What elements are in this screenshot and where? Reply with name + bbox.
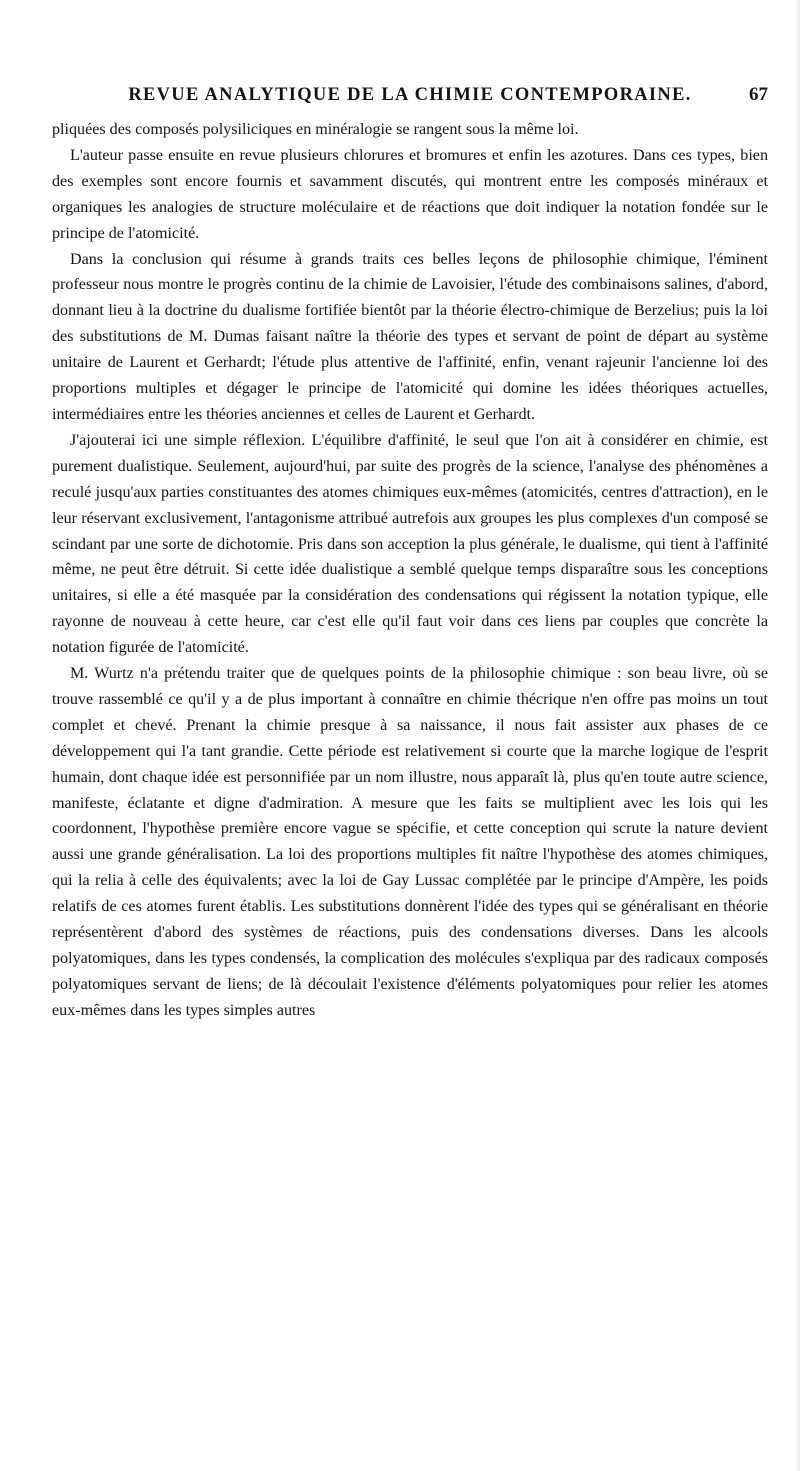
paragraph-conclusion: Dans la conclusion qui résume à grands traits ces belles leçons de philosophie chimique, l'éminent professeur nous montre le progrès continu de la chimie de Lavoisier, l'étude des combinaisons salines, d'abord, donnant lieu à la doctrine du dualisme fortifiée bientôt par la théorie électro-chimique de Berzelius; puis la loi des substitutions de M. Dumas faisant naître la théorie des types et servant de point de départ au système unitaire de Laurent et Gerhardt; l'étude plus attentive de l'affinité, enfin, venant rajeunir l'ancienne loi des proportions multiples et dégager le principe de l'atomicité qui domine les idées théoriques actuelles, intermédiaires entre les théories anciennes et celles de Laurent et Gerhardt.: [52, 250, 768, 423]
paragraph-continuation: pliquées des composés polysiliciques en minéralogie se rangent sous la même loi.: [52, 121, 579, 138]
paragraph-azotures: L'auteur passe ensuite en revue plusieurs chlorures et bromures et enfin les azotures. Dans ces types, bien des exemples sont encore fournis et savamment discutés, qui montrent entre les composés minéraux et organiques les analogies de structure moléculaire et de réactions que doit indiquer la notation fondée sur le principe de l'atomicité.: [52, 146, 768, 242]
running-title: REVUE ANALYTIQUE DE LA CHIMIE CONTEMPORAINE.: [128, 85, 692, 105]
paragraph-reflexion: J'ajouterai ici une simple réflexion. L'équilibre d'affinité, le seul que l'on ait à considérer en chimie, est purement dualistique. Seulement, aujourd'hui, par suite des progrès de la science, l'analyse des phénomènes a reculé jusqu'aux parties constituantes des atomes chimiques eux-mêmes (atomicités, centres d'attraction), en le leur réservant exclusivement, l'antagonisme attribué autrefois aux groupes les plus complexes d'un composé se scindant par une sorte de dichotomie. Pris dans son acception la plus générale, le dualisme, qui tient à l'affinité même, ne peut être détruit. Si cette idée dualistique a semblé quelque temps disparaître sous les conceptions unitaires, si elle a été masquée par la considération des condensations qui régissent la notation typique, elle rayonne de nouveau à cette heure, car c'est elle qu'il faut voir dans ces liens par couples que concrète la notation figurée de l'atomicité.: [52, 431, 768, 657]
running-head: [52, 80, 768, 110]
paragraph-wurtz: M. Wurtz n'a prétendu traiter que de quelques points de la philosophie chimique : son beau livre, où se trouve rassemblé ce qu'il y a de plus important à connaître en chimie thécrique n'en offre pas moins un tout complet et chevé. Prenant la chimie presque à sa naissance, il nous fait assister aux phases de ce développement qui l'a tant grandie. Cette période est relativement si courte que la marche logique de l'esprit humain, dont chaque idée est personnifiée par un nom illustre, nous apparaît là, plus qu'en toute autre science, manifeste, éclatante et digne d'admiration. A mesure que les faits se multiplient avec les lois qui les coordonnent, l'hypothèse première encore vague se spécifie, et cette conception qui scrute la nature devient aussi une grande généralisation. La loi des proportions multiples fit naître l'hypothèse des atomes chimiques, qui la relia à celle des équivalents; avec la loi de Gay Lussac complétée par le principe d'Ampère, les poids relatifs de ces atomes furent établis. Les substitutions donnèrent l'idée des types qui se généralisant en théorie représentèrent d'abord des systèmes de réactions, puis des condensations diverses. Dans les alcools polyatomiques, dans les types condensés, la complication des molécules s'expliqua par des radicaux composés polyatomiques servant de liens; de là découlait l'existence d'éléments polyatomiques pour relier les atomes eux-mêmes dans les types simples autres: [52, 665, 768, 1019]
body-text: [52, 117, 768, 1024]
page-edge-shadow: [794, 0, 800, 1471]
page-number: 67: [749, 84, 768, 105]
